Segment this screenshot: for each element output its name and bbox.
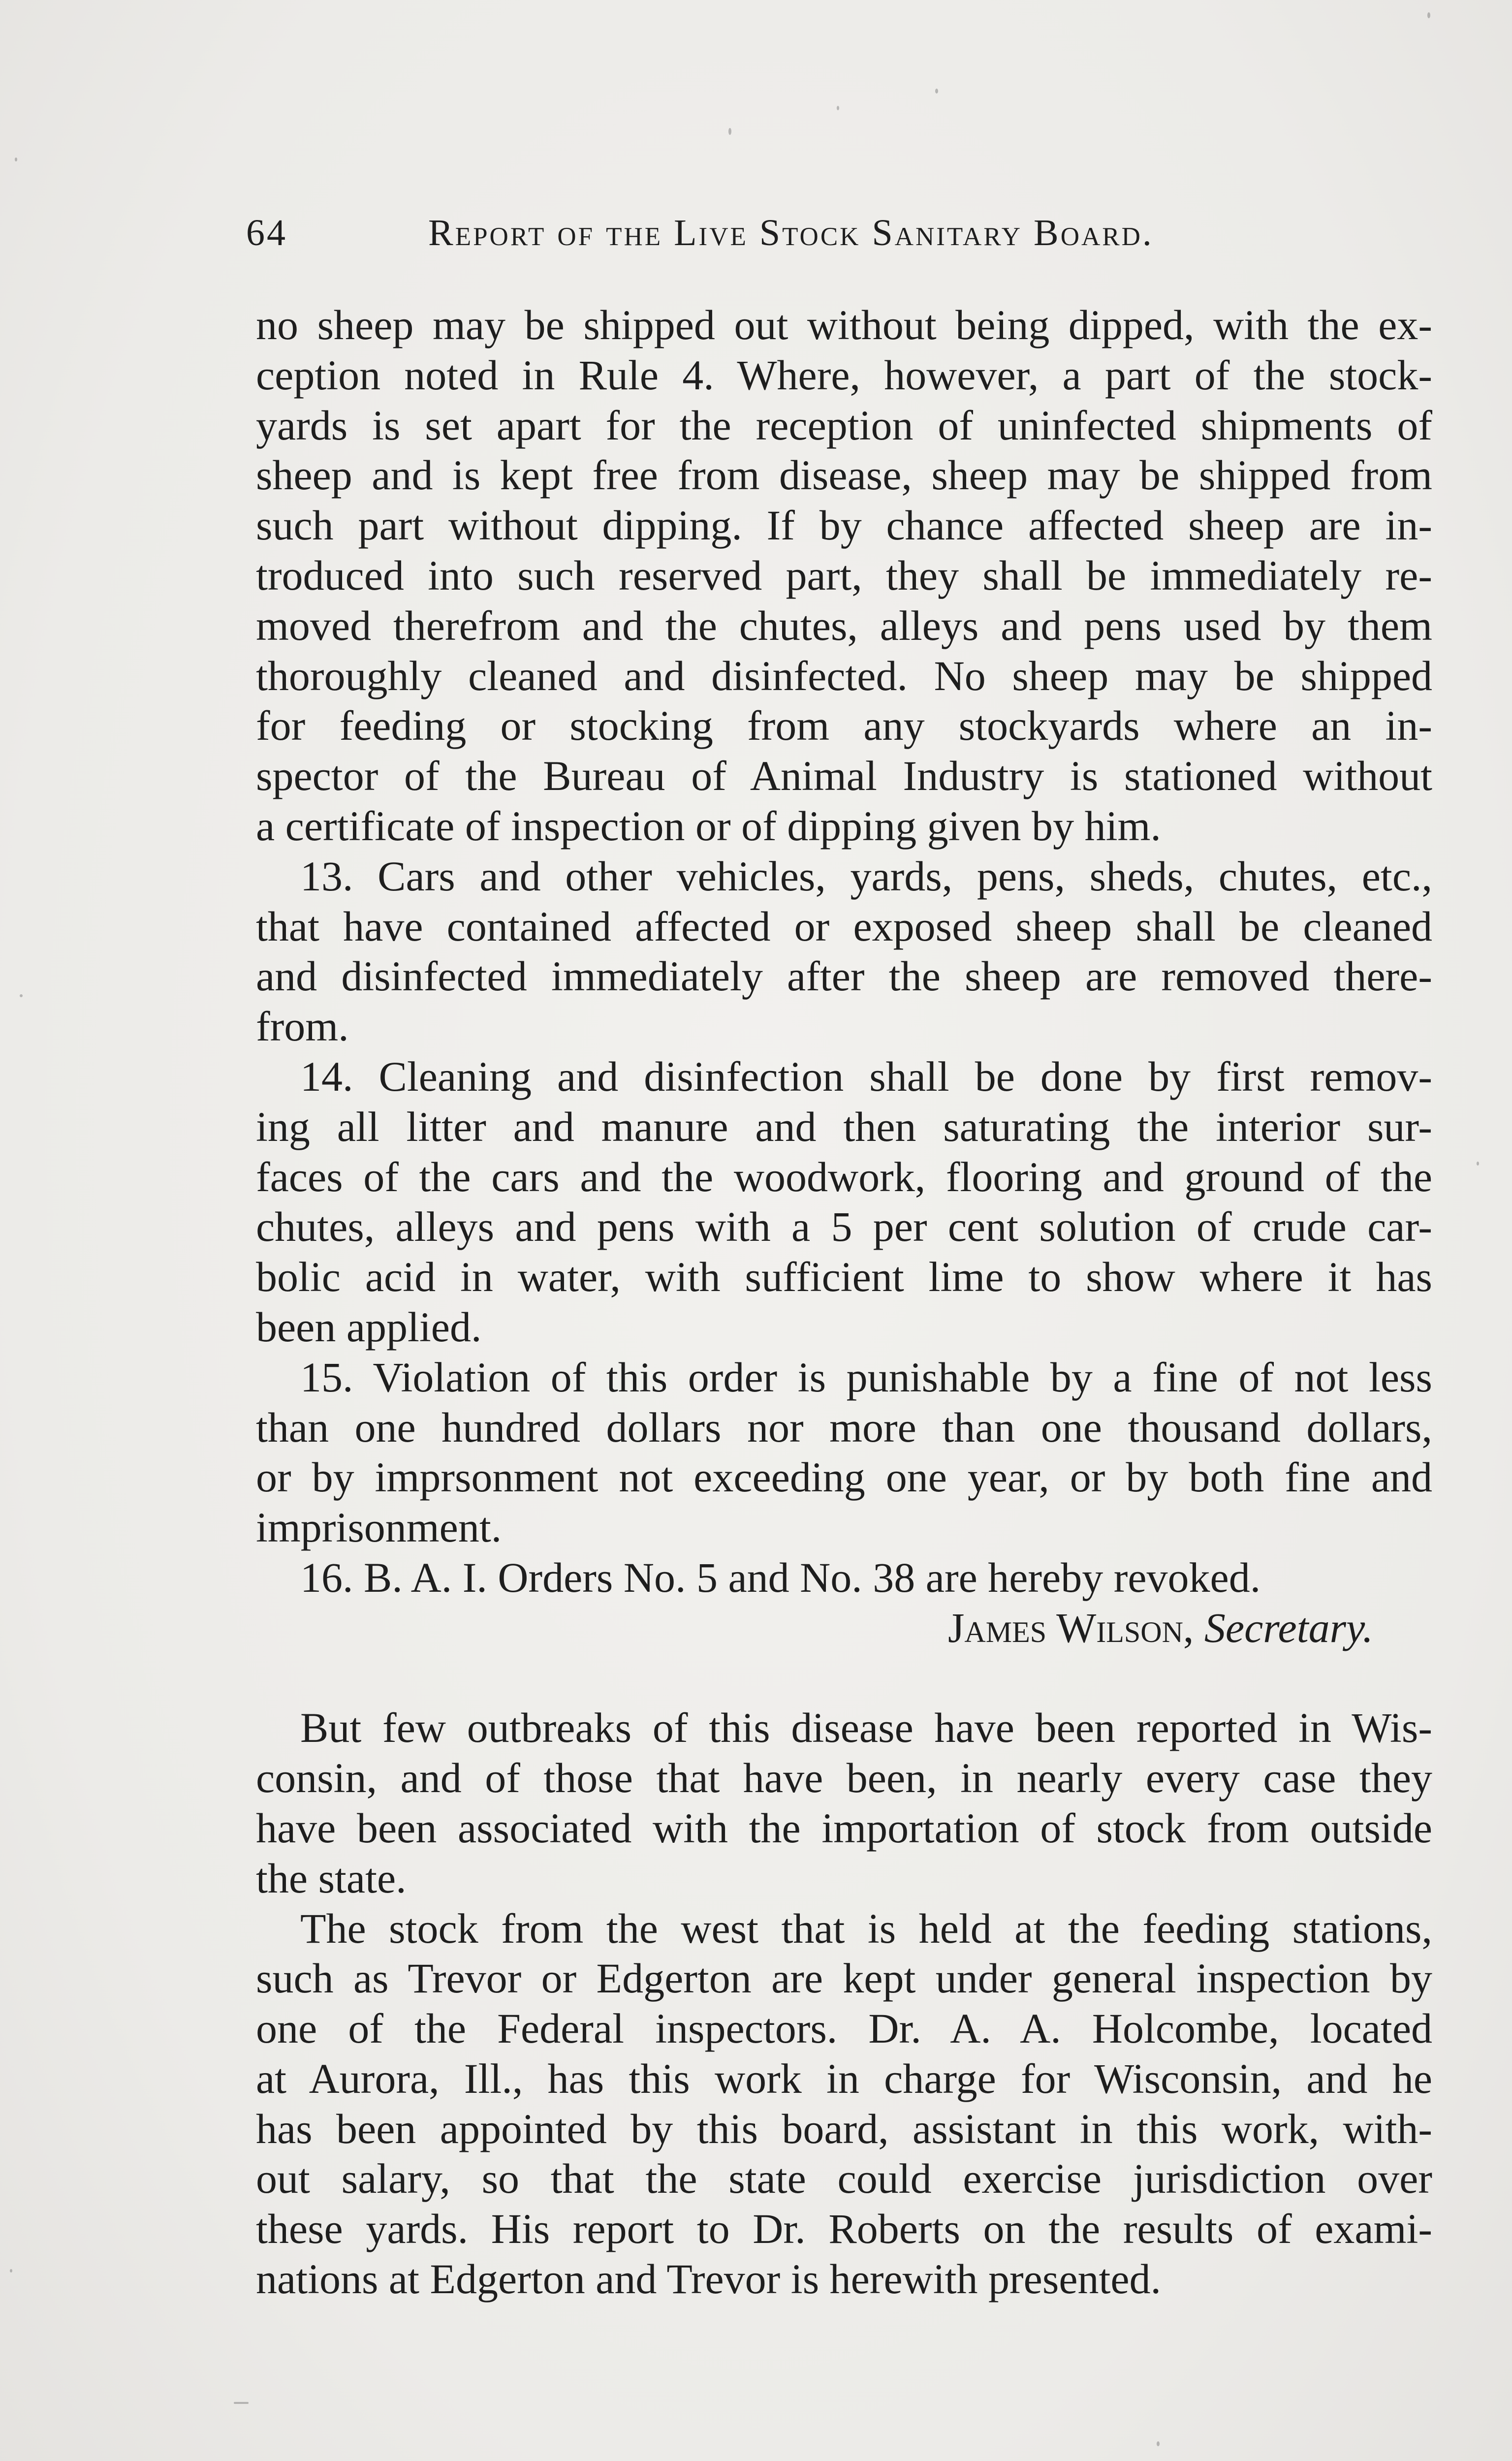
text-line: out salary, so that the state could exercise jurisdiction over [256, 2155, 1432, 2203]
scan-speck [15, 158, 17, 161]
scan-speck [1477, 1162, 1479, 1166]
scan-speck [20, 994, 23, 997]
paragraph-gap [256, 1653, 1432, 1704]
text-line: than one hundred dollars nor more than one thousand dollars, [256, 1403, 1432, 1451]
text-line: have been associated with the importation of stock from outside [256, 1804, 1432, 1852]
text-line: one of the Federal inspectors. Dr. A. A. Holcombe, located [256, 2005, 1432, 2052]
text-line: the state. [256, 1854, 407, 1902]
scan-speck [10, 2269, 12, 2272]
text-line: for feeding or stocking from any stockyards where an in- [256, 702, 1432, 750]
text-line: at Aurora, Ill., has this work in charge for Wisconsin, and he [256, 2054, 1432, 2102]
text-line: yards is set apart for the reception of uninfected shipments of [256, 401, 1432, 449]
page-number: 64 [246, 212, 287, 253]
rule-13-line: 13. Cars and other vehicles, yards, pens, sheds, chutes, etc., [300, 852, 1432, 900]
text-line: The stock from the west that is held at the feeding stations, [300, 1904, 1432, 1952]
text-line: thoroughly cleaned and disinfected. No sheep may be shipped [256, 652, 1432, 699]
scan-speck [1157, 2441, 1160, 2446]
scan-speck [234, 2402, 249, 2404]
text-line: these yards. His report to Dr. Roberts on the results of exami- [256, 2205, 1432, 2253]
text-line: from. [256, 1003, 349, 1050]
text-line: imprisonment. [256, 1504, 502, 1551]
text-line: bolic acid in water, with sufficient lime to show where it has [256, 1253, 1432, 1301]
rule-16-line: 16. B. A. I. Orders No. 5 and No. 38 are hereby revoked. [300, 1553, 1261, 1601]
text-line: spector of the Bureau of Animal Industry is stationed without [256, 752, 1432, 800]
signature-name: James Wilson, [947, 1604, 1194, 1651]
text-line: ing all litter and manure and then saturating the interior sur- [256, 1103, 1432, 1150]
text-line: consin, and of those that have been, in nearly every case they [256, 1754, 1432, 1802]
scan-speck [728, 128, 731, 135]
scan-speck [935, 89, 938, 94]
signature-title: Secretary. [1204, 1604, 1373, 1651]
text-line: that have contained affected or exposed sheep shall be cleaned [256, 902, 1432, 950]
signature [256, 1603, 1432, 1653]
scan-speck [1427, 12, 1430, 18]
text-line: sheep and is kept free from disease, sheep may be shipped from [256, 451, 1432, 499]
rule-14-line: 14. Cleaning and disinfection shall be done by first remov- [300, 1052, 1432, 1100]
text-line: or by imprsonment not exceeding one year, or by both fine and [256, 1453, 1432, 1501]
text-line: chutes, alleys and pens with a 5 per cent solution of crude car- [256, 1203, 1432, 1251]
text-line: no sheep may be shipped out without being dipped, with the ex- [256, 301, 1432, 348]
text-line: been applied. [256, 1303, 482, 1351]
text-line: moved therefrom and the chutes, alleys and pens used by them [256, 601, 1432, 649]
text-line: and disinfected immediately after the sheep are removed there- [256, 952, 1432, 1000]
text-line: a certificate of inspection or of dipping given by him. [256, 802, 1161, 850]
text-line: has been appointed by this board, assistant in this work, with- [256, 2105, 1432, 2152]
text-line: such as Trevor or Edgerton are kept under general inspection by [256, 1955, 1432, 2002]
text-line: But few outbreaks of this disease have been reported in Wis- [300, 1704, 1432, 1752]
running-title: Report of the Live Stock Sanitary Board. [428, 212, 1154, 253]
text-line: nations at Edgerton and Trevor is herewith presented. [256, 2255, 1162, 2303]
text-line: faces of the cars and the woodwork, flooring and ground of the [256, 1153, 1432, 1200]
body-text [256, 300, 1432, 2304]
text-line: ception noted in Rule 4. Where, however, a part of the stock- [256, 351, 1432, 399]
rule-15-line: 15. Violation of this order is punishable by a fine of not less [300, 1353, 1432, 1401]
text-line: such part without dipping. If by chance affected sheep are in- [256, 502, 1432, 549]
scan-speck [837, 106, 839, 110]
running-head [246, 207, 1437, 266]
text-line: troduced into such reserved part, they shall be immediately re- [256, 551, 1432, 599]
